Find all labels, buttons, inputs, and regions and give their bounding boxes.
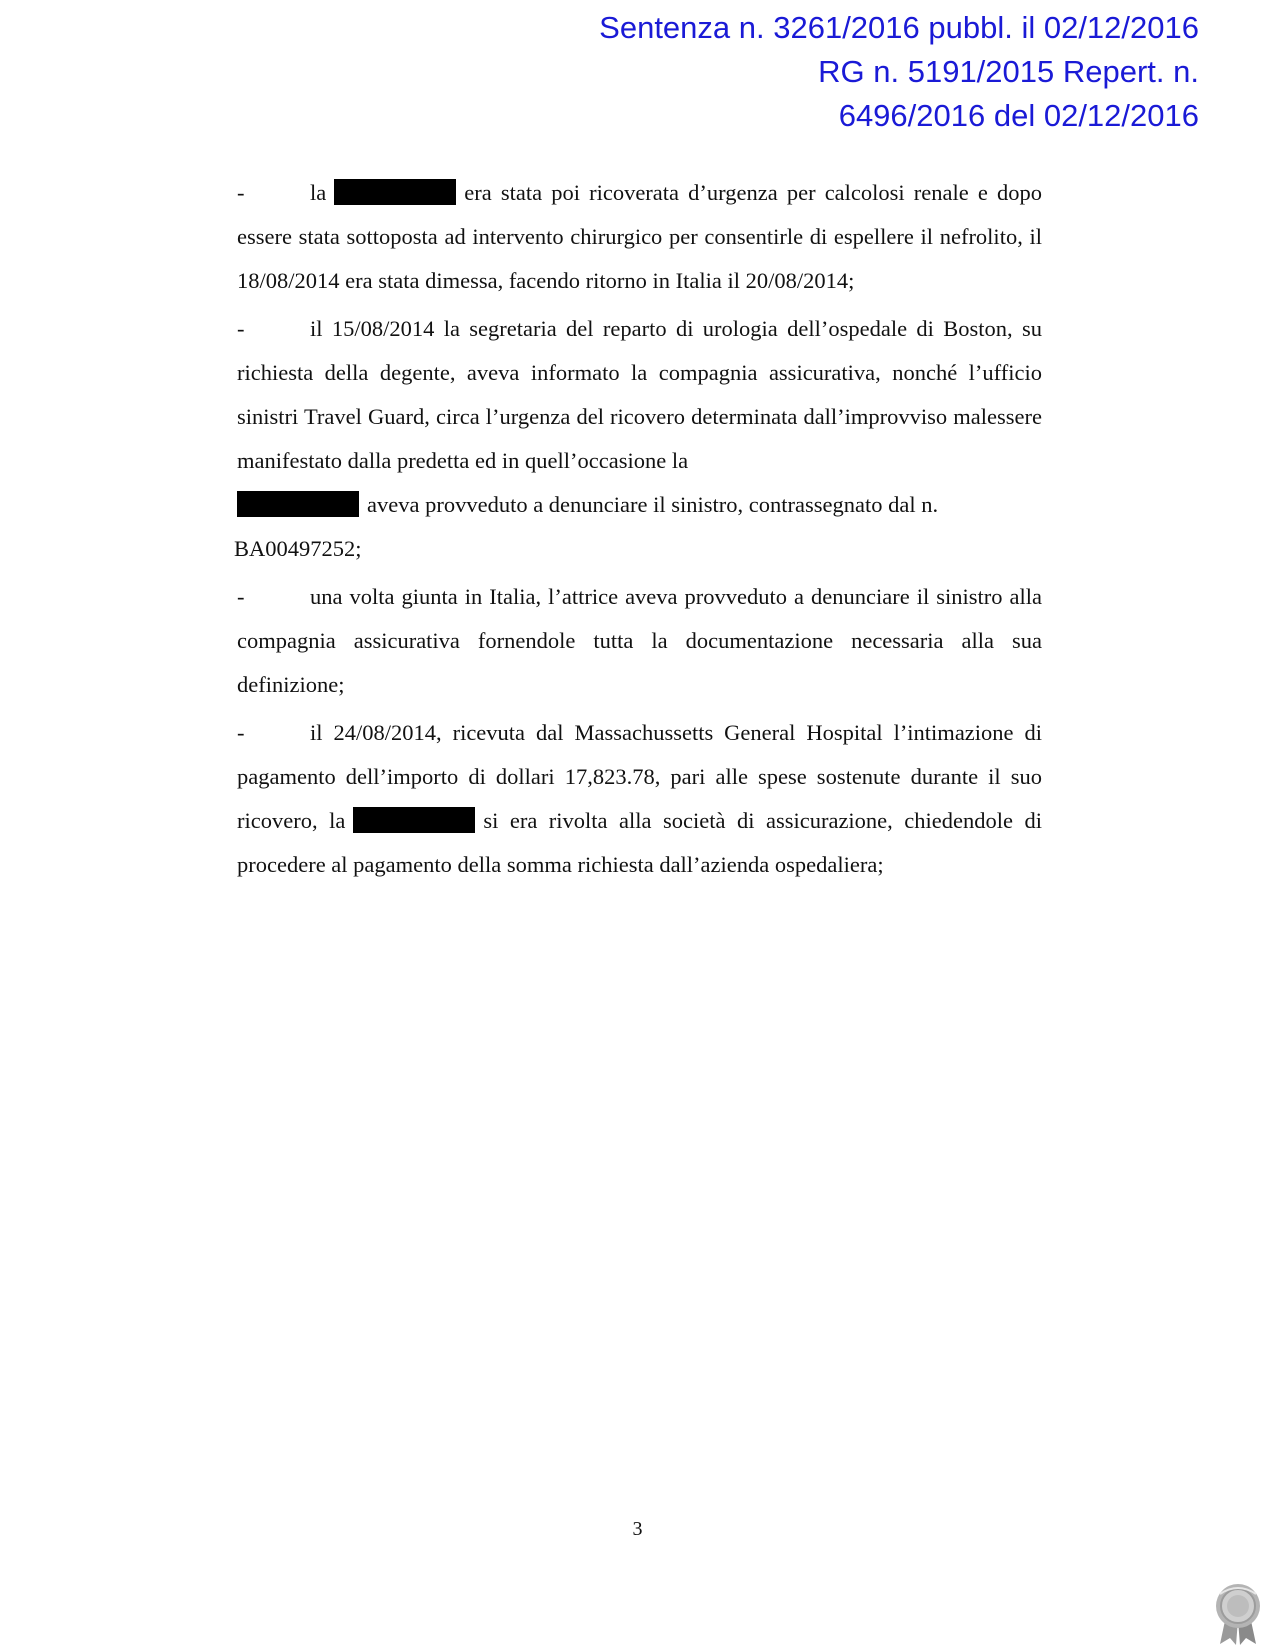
claim-number: BA00497252; — [234, 536, 362, 561]
bullet-dash: - — [237, 316, 245, 341]
paragraph-text: una volta giunta in Italia, l’attrice aveva provveduto a denunciare il sinistro alla compagnia assicurativa fornendole tutta la documentazione necessaria alla sua definizione; — [237, 584, 1042, 697]
paragraph-text: il 15/08/2014 la segretaria del reparto di urologia dell’ospedale di Boston, su richiesta della degente, aveva informato la compagnia assicurativa, nonché l’ufficio sinistri Travel Guard, circa l’urgenza del ricovero determinata dall’improvviso malessere manifestato dalla predetta ed in quell’occasione la — [237, 316, 1042, 473]
paragraph-text: era stata poi ricoverata d’urgenza per calcolosi renale e dopo essere stata sottoposta ad intervento chirurgico per consentirle di espellere il nefrolito, il 18/08/2014 era stata dimessa, facendo ritorno in Italia il 20/08/2014; — [237, 180, 1042, 293]
stamp-line-repert: 6496/2016 del 02/12/2016 — [838, 98, 1199, 133]
page-number: 3 — [632, 1518, 643, 1540]
paragraph-text: il 24/08/2014, ricevuta dal Massachussetts General Hospital l’intimazione di pagamento dell’importo di dollari 17,823.78, pari alle spese sostenute durante il suo ricovero, la — [237, 720, 1042, 833]
redaction-bar — [353, 807, 475, 833]
paragraph-pagamento — [237, 711, 1042, 887]
document-body — [234, 171, 1042, 891]
bullet-dash: - — [237, 720, 245, 745]
redaction-bar — [237, 491, 359, 517]
bullet-dash: - — [237, 180, 245, 205]
paragraph-ricovero — [237, 171, 1042, 303]
stamp-line-sentenza: Sentenza n. 3261/2016 pubbl. il 02/12/2016 — [599, 10, 1199, 45]
paragraph-lead: la — [310, 180, 327, 205]
paragraph-text-after-redaction: aveva provveduto a denunciare il sinistro, contrassegnato dal n. — [367, 492, 939, 517]
publication-stamp — [599, 6, 1199, 138]
bullet-dash: - — [237, 584, 245, 609]
seal-rosette-icon — [1210, 1582, 1266, 1646]
stamp-line-rg: RG n. 5191/2015 Repert. n. — [818, 54, 1199, 89]
paragraph-text-after-redaction: si era rivolta alla società di assicurazione, chiedendole di procedere al pagamento della somma richiesta dall’azienda ospedaliera; — [237, 808, 1042, 877]
paragraph-segretaria — [237, 307, 1042, 527]
paragraph-denuncia — [237, 575, 1042, 707]
redaction-bar — [334, 179, 456, 205]
